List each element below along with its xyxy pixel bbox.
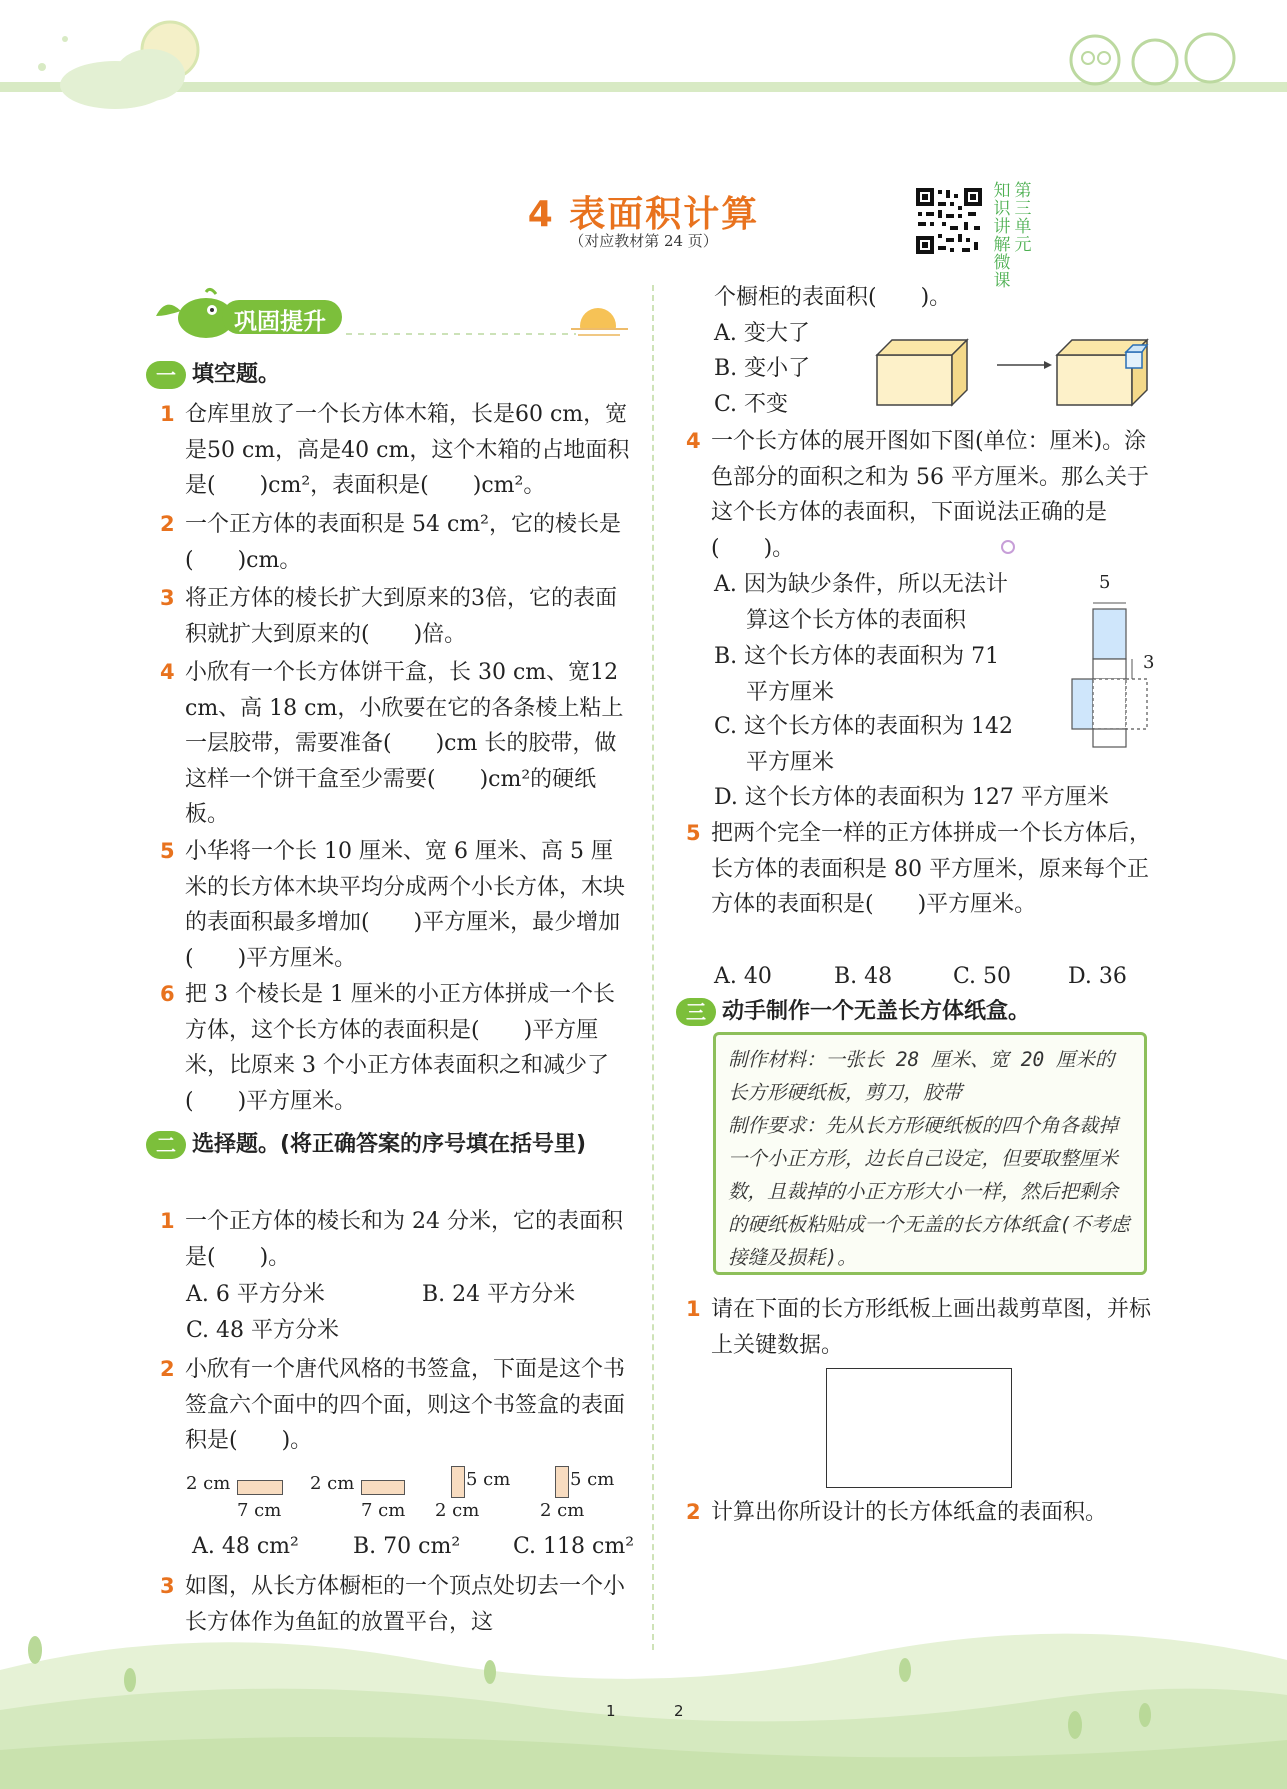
fill-question-3 [160, 581, 630, 652]
question-text: 小欣有一个长方体饼干盒，长 30 cm、宽12 cm、高 18 cm，小欣要在它的各条棱上粘上一层胶带，需要准备( )cm 长的胶带，做这样一个饼干盒至少需要( )cm²的硬纸板。 [185, 660, 624, 827]
section-fill-heading [146, 357, 636, 393]
section-choice-heading [146, 1127, 636, 1163]
fill-question-4 [160, 655, 630, 833]
question-text: 请在下面的长方形纸板上画出裁剪草图，并标上关键数据。 [711, 1297, 1152, 1358]
face-2-side-label: 2 cm [310, 1473, 355, 1494]
option-a[interactable]: A. 6 平方分米 [186, 1282, 325, 1307]
option-b[interactable]: B. 变小了 [714, 356, 811, 381]
question-number: 3 [160, 1574, 175, 1598]
cloud-sun-decoration [20, 5, 220, 115]
question-text: 把 3 个棱长是 1 厘米的小正方体拼成一个长方体，这个长方体的表面积是( )平方厘米，比原来 3 个小正方体表面积之和减少了( )平方厘米。 [185, 982, 615, 1114]
question-text: 小欣有一个唐代风格的书签盒，下面是这个书签盒六个面中的四个面，则这个书签盒的表面积是( )。 [185, 1357, 626, 1453]
question-text: 一个正方体的棱长和为 24 分米，它的表面积是( )。 [185, 1209, 623, 1270]
section-banner [146, 286, 632, 346]
section-choice-badge: 二 [146, 1131, 186, 1159]
question-number: 2 [160, 1357, 175, 1381]
question-text: 仓库里放了一个长方体木箱，长是60 cm，宽是50 cm，高是40 cm，这个木箱的占地面积是( )cm²，表面积是( )cm²。 [185, 402, 630, 498]
bottom-hills-decoration [0, 1600, 1287, 1789]
face-3-bottom-label: 2 cm [435, 1500, 480, 1521]
qr-label-microlesson: 知识讲解微课 [993, 181, 1011, 291]
materials-box [713, 1032, 1147, 1275]
question-number: 6 [160, 982, 175, 1006]
option-c[interactable]: C. 48 平方分米 [186, 1318, 340, 1343]
column-divider [652, 285, 654, 1650]
question-number: 5 [160, 839, 175, 863]
choice-question-3-continued: 个橱柜的表面积( )。 [714, 285, 952, 310]
option-b[interactable]: B. 24 平方分米 [422, 1282, 576, 1307]
face-1-bottom-label: 7 cm [237, 1500, 282, 1521]
hint-icon[interactable] [1001, 540, 1015, 554]
face-1-side-label: 2 cm [186, 1473, 231, 1494]
page-number-left: 1 [606, 1702, 616, 1720]
section-make-heading [676, 994, 1156, 1030]
question-number: 4 [686, 429, 701, 453]
option-c[interactable]: C. 118 cm² [513, 1534, 635, 1559]
fill-question-5 [160, 834, 630, 976]
face-2-bottom-label: 7 cm [361, 1500, 406, 1521]
choice-question-5 [686, 816, 1160, 923]
section-banner-label: 巩固提升 [234, 309, 326, 335]
section-choice-title: 选择题。(将正确答案的序号填在括号里) [192, 1132, 587, 1157]
question-text: 计算出你所设计的长方体纸盒的表面积。 [711, 1500, 1108, 1525]
materials-text: 制作材料：一张长 28 厘米、宽 20 厘米的长方形硬纸板，剪刀，胶带 [728, 1048, 1115, 1104]
question-number: 2 [160, 512, 175, 536]
face-2-rect [361, 1480, 405, 1495]
option-b-line-2[interactable]: 平方厘米 [746, 680, 835, 705]
face-4-side-label: 5 cm [570, 1469, 615, 1490]
requirements-text: 制作要求：先从长方形硬纸板的四个角各裁掉一个小正方形，边长自己设定，但要取整厘米数，且裁掉的小正方形大小一样，然后把剩余的硬纸板粘贴成一个无盖的长方体纸盒(不考虑接缝及损耗)。 [728, 1114, 1130, 1269]
question-text: 一个长方体的展开图如下图(单位：厘米)。涂色部分的面积之和为 56 平方厘米。那么关于这个长方体的表面积，下面说法正确的是( )。 [711, 429, 1149, 561]
page-subtitle: （对应教材第 24 页） [569, 232, 718, 250]
question-number: 2 [686, 1500, 701, 1524]
option-c-line-1[interactable]: C. 这个长方体的表面积为 142 [714, 714, 1014, 739]
option-a-line-1[interactable]: A. 因为缺少条件，所以无法计 [714, 572, 1008, 597]
qr-label-unit: 第三单元 [1014, 181, 1032, 255]
net-label-side: 3 [1143, 652, 1155, 673]
option-c[interactable]: C. 不变 [714, 392, 789, 417]
make-question-1 [686, 1292, 1160, 1363]
question-number: 1 [160, 402, 175, 426]
page-title: 4 表面积计算 [527, 194, 760, 235]
option-a[interactable]: A. 变大了 [714, 321, 810, 346]
question-text: 小华将一个长 10 厘米、宽 6 厘米、高 5 厘米的长方体木块平均分成两个小长方体，木块的表面积最多增加( )平方厘米，最少增加( )平方厘米。 [185, 839, 626, 971]
section-make-badge: 三 [676, 998, 716, 1026]
cabinet-diagram [872, 330, 1162, 410]
section-make-title: 动手制作一个无盖长方体纸盒。 [722, 999, 1031, 1024]
question-text: 一个正方体的表面积是 54 cm²，它的棱长是( )cm。 [185, 512, 621, 573]
section-fill-title: 填空题。 [192, 362, 281, 387]
fill-question-6 [160, 977, 630, 1119]
face-4-rect [555, 1466, 569, 1498]
question-number: 3 [160, 586, 175, 610]
cardboard-drawing-area[interactable] [826, 1368, 1012, 1488]
face-3-rect [451, 1466, 465, 1498]
qr-code-icon[interactable] [914, 186, 984, 256]
question-text: 把两个完全一样的正方体拼成一个长方体后，长方体的表面积是 80 平方厘米，原来每个正方体的表面积是( )平方厘米。 [711, 821, 1152, 917]
option-a-line-2[interactable]: 算这个长方体的表面积 [746, 608, 967, 633]
option-a[interactable]: A. 40 [714, 964, 772, 989]
question-number: 4 [160, 660, 175, 684]
animals-decoration [1060, 20, 1250, 90]
option-c-line-2[interactable]: 平方厘米 [746, 750, 835, 775]
face-1-rect [237, 1480, 283, 1495]
question-number: 1 [686, 1297, 701, 1321]
question-number: 5 [686, 821, 701, 845]
choice-question-2 [160, 1352, 630, 1459]
choice-question-4 [686, 424, 1160, 566]
option-b[interactable]: B. 48 [834, 964, 893, 989]
option-d[interactable]: D. 36 [1068, 964, 1127, 989]
choice-question-1 [160, 1204, 630, 1275]
section-fill-badge: 一 [146, 361, 186, 389]
option-b[interactable]: B. 70 cm² [353, 1534, 461, 1559]
net-label-top: 5 [1099, 572, 1111, 593]
option-a[interactable]: A. 48 cm² [192, 1534, 299, 1559]
page-number-right: 2 [674, 1702, 684, 1720]
option-d[interactable]: D. 这个长方体的表面积为 127 平方厘米 [714, 785, 1109, 810]
option-c[interactable]: C. 50 [953, 964, 1012, 989]
face-4-bottom-label: 2 cm [540, 1500, 585, 1521]
question-number: 1 [160, 1209, 175, 1233]
fill-question-1 [160, 397, 630, 504]
face-3-side-label: 5 cm [466, 1469, 511, 1490]
question-text: 将正方体的棱长扩大到原来的3倍，它的表面积就扩大到原来的( )倍。 [185, 586, 617, 647]
question-text: 如图，从长方体橱柜的一个顶点处切去一个小长方体作为鱼缸的放置平台，这 [185, 1574, 626, 1635]
fill-question-2 [160, 507, 630, 578]
make-question-2 [686, 1495, 1160, 1531]
option-b-line-1[interactable]: B. 这个长方体的表面积为 71 [714, 644, 1000, 669]
